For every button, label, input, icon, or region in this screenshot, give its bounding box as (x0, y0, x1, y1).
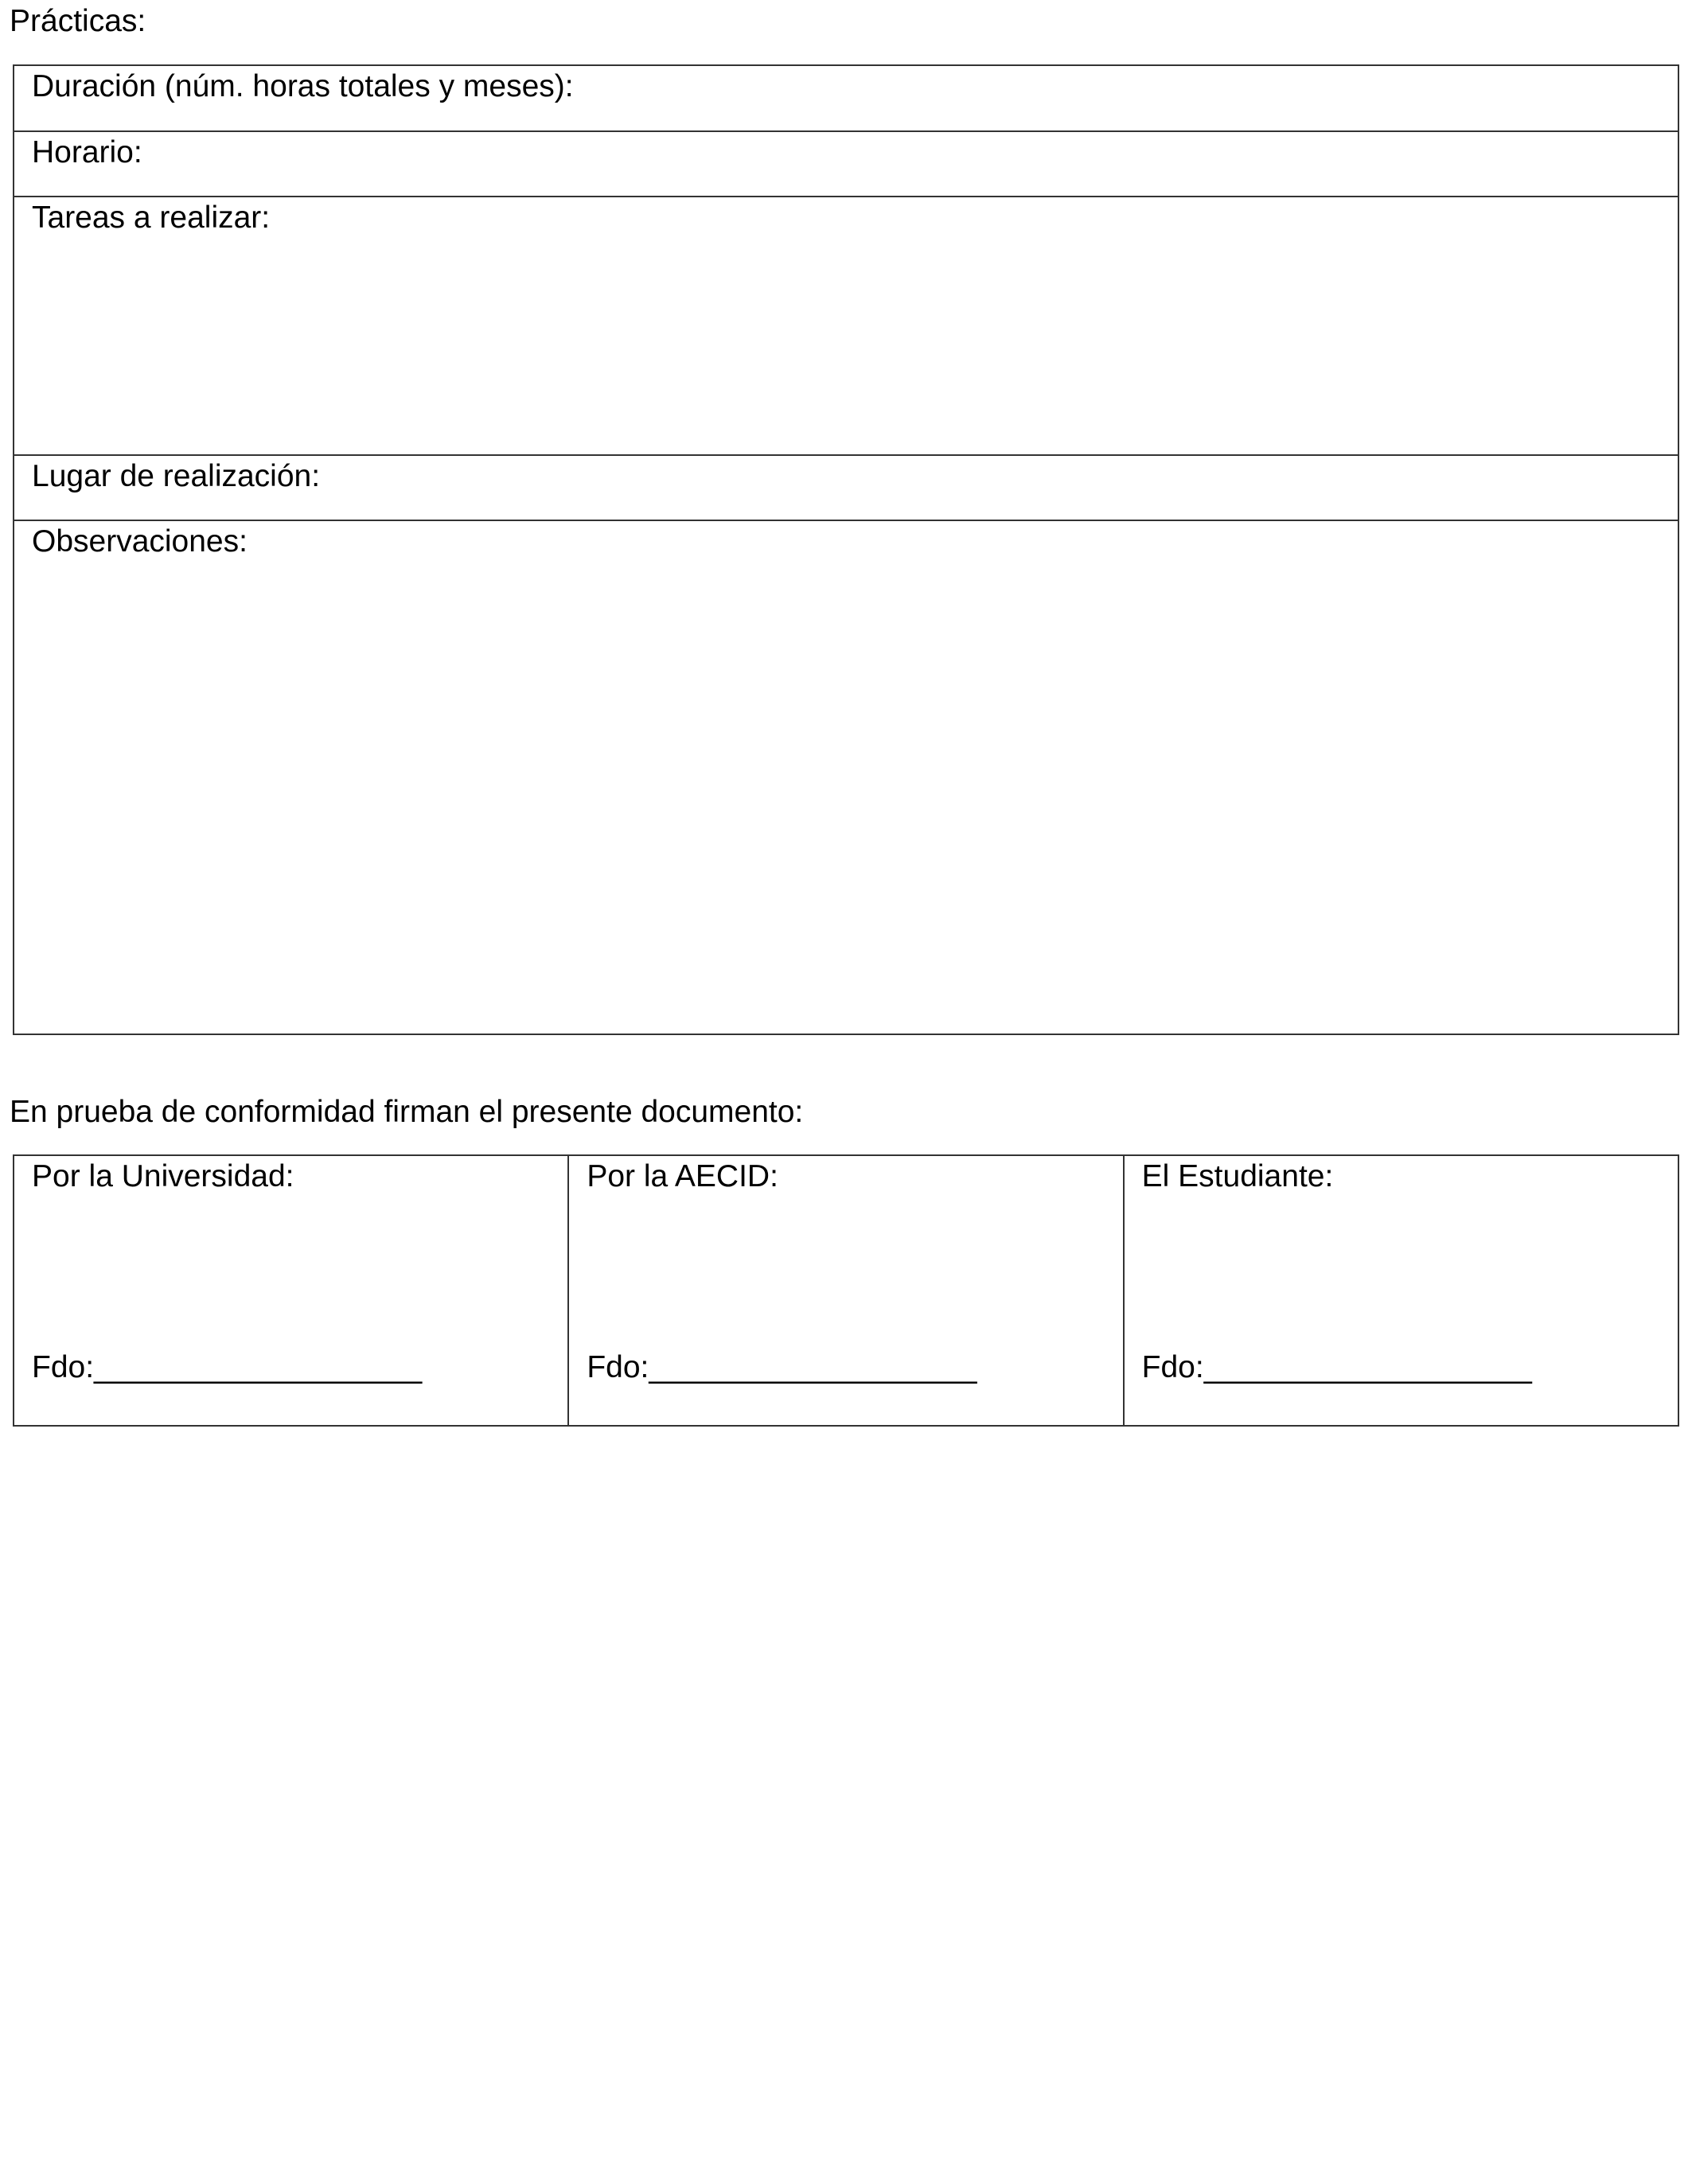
duracion-label: Duración (núm. horas totales y meses): (32, 69, 574, 103)
form-row-tareas[interactable] (14, 197, 1678, 456)
section-title: Prácticas: (10, 4, 146, 38)
signature-cell-estudiante[interactable] (1125, 1156, 1678, 1425)
estudiante-label: El Estudiante: (1141, 1159, 1334, 1193)
aecid-label: Por la AECID: (587, 1159, 778, 1193)
signature-table (13, 1154, 1679, 1427)
observaciones-label: Observaciones: (32, 524, 248, 559)
universidad-label: Por la Universidad: (32, 1159, 294, 1193)
form-row-lugar[interactable] (14, 456, 1678, 521)
signature-cell-universidad[interactable] (14, 1156, 569, 1425)
form-row-horario[interactable] (14, 132, 1678, 197)
aecid-signature-line: Fdo:___________________ (587, 1350, 977, 1384)
estudiante-signature-line: Fdo:___________________ (1141, 1350, 1532, 1384)
signature-cell-aecid[interactable] (569, 1156, 1124, 1425)
form-row-observaciones[interactable] (14, 521, 1678, 1034)
tareas-label: Tareas a realizar: (32, 200, 271, 235)
practicas-form-table (13, 64, 1679, 1035)
universidad-signature-line: Fdo:___________________ (32, 1350, 423, 1384)
lugar-label: Lugar de realización: (32, 459, 321, 493)
form-row-duracion[interactable] (14, 66, 1678, 132)
horario-label: Horario: (32, 135, 142, 169)
conformity-text: En prueba de conformidad firman el presente documento: (10, 1095, 804, 1129)
